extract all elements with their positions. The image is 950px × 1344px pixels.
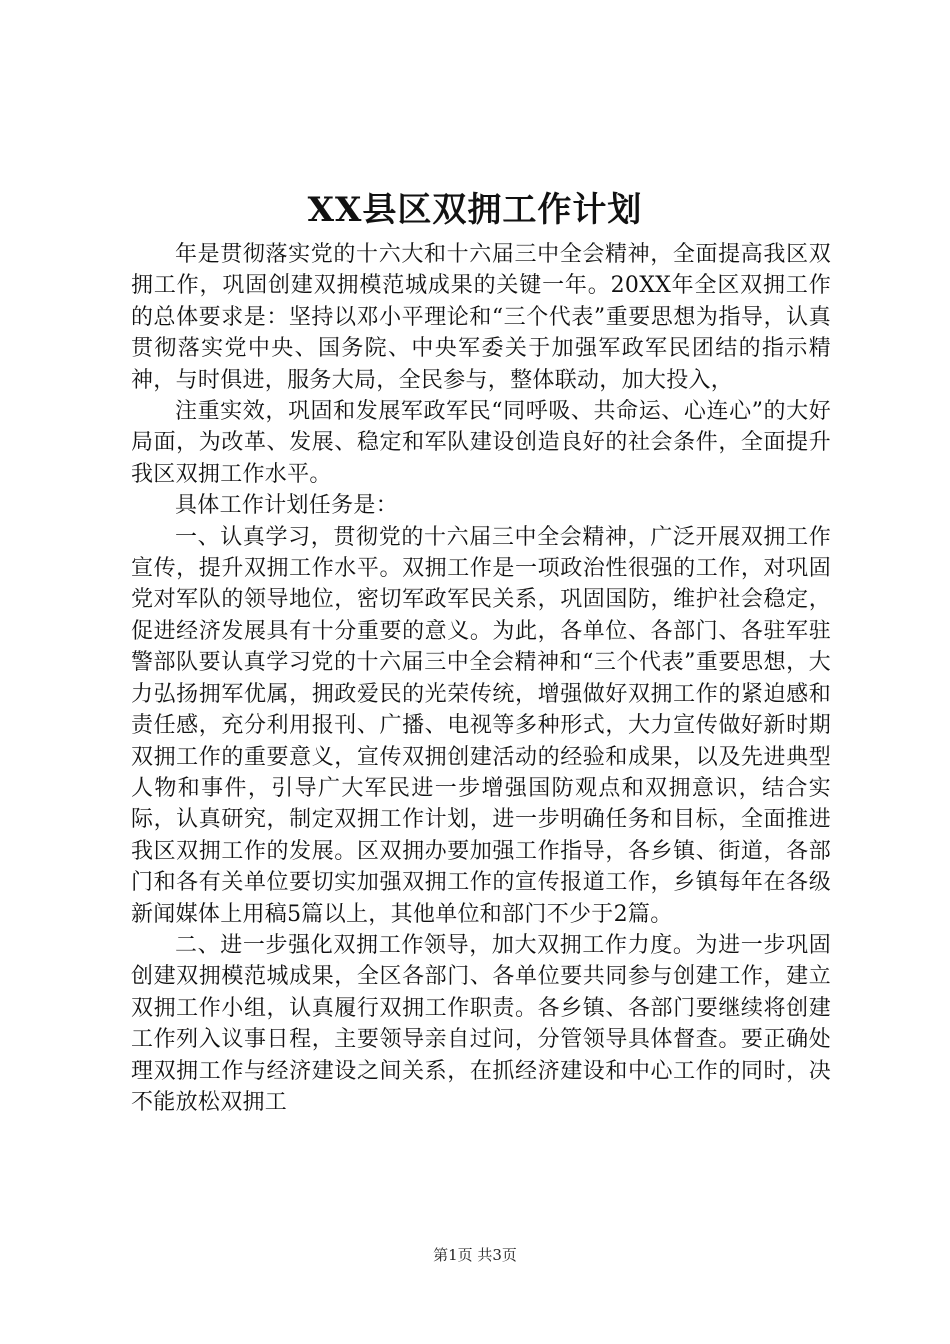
paragraph-task-one: 一、认真学习，贯彻党的十六届三中全会精神，广泛开展双拥工作宣传，提升双拥工作水平。双拥工作是一项政治性很强的工作，对巩固党对军队的领导地位，密切军政军民关系，巩固国防，维护社会稳定，促进经济发展具有十分重要的意义。为此，各单位、各部门、各驻军驻警部队要认真学习党的十六届三中全会精神和“三个代表”重要思想，大力弘扬拥军优属，拥政爱民的光荣传统，增强做好双拥工作的紧迫感和责任感，充分利用报刊、广播、电视等多种形式，大力宣传做好新时期双拥工作的重要意义，宣传双拥创建活动的经验和成果，以及先进典型人物和事件，引导广大军民进一步增强国防观点和双拥意识，结合实际，认真研究，制定双拥工作计划，进一步明确任务和目标，全面推进我区双拥工作的发展。区双拥办要加强工作指导，各乡镇、街道，各部门和各有关单位要切实加强双拥工作的宣传报道工作，乡镇每年在各级新闻媒体上用稿5篇以上，其他单位和部门不少于2篇。 bbox=[131, 524, 831, 927]
document-body bbox=[131, 239, 831, 1118]
paragraph-tasks-heading: 具体工作计划任务是： bbox=[175, 493, 399, 519]
page-footer bbox=[0, 1244, 950, 1266]
page-number-label: 第1页 共3页 bbox=[433, 1246, 517, 1264]
paragraph-task-two: 二、进一步强化双拥工作领导，加大双拥工作力度。为进一步巩固创建双拥模范城成果，全区各部门、各单位要共同参与创建工作，建立双拥工作小组，认真履行双拥工作职责。各乡镇、各部门要继续将创建工作列入议事日程，主要领导亲自过问，分管领导具体督查。要正确处理双拥工作与经济建设之间关系，在抓经济建设和中心工作的同时，决不能放松双拥工 bbox=[131, 932, 831, 1115]
paragraph-intro: 年是贯彻落实党的十六大和十六届三中全会精神，全面提高我区双拥工作，巩固创建双拥模范城成果的关键一年。20XX年全区双拥工作的总体要求是：坚持以邓小平理论和“三个代表”重要思想为指导，认真贯彻落实党中央、国务院、中央军委关于加强军政军民团结的指示精神，与时俱进，服务大局，全民参与，整体联动，加大投入， bbox=[131, 242, 831, 393]
paragraph-goals: 注重实效，巩固和发展军政军民“同呼吸、共命运、心连心”的大好局面，为改革、发展、稳定和军队建设创造良好的社会条件，全面提升我区双拥工作水平。 bbox=[131, 399, 831, 487]
document-title: XX县区双拥工作计划 bbox=[307, 190, 643, 230]
